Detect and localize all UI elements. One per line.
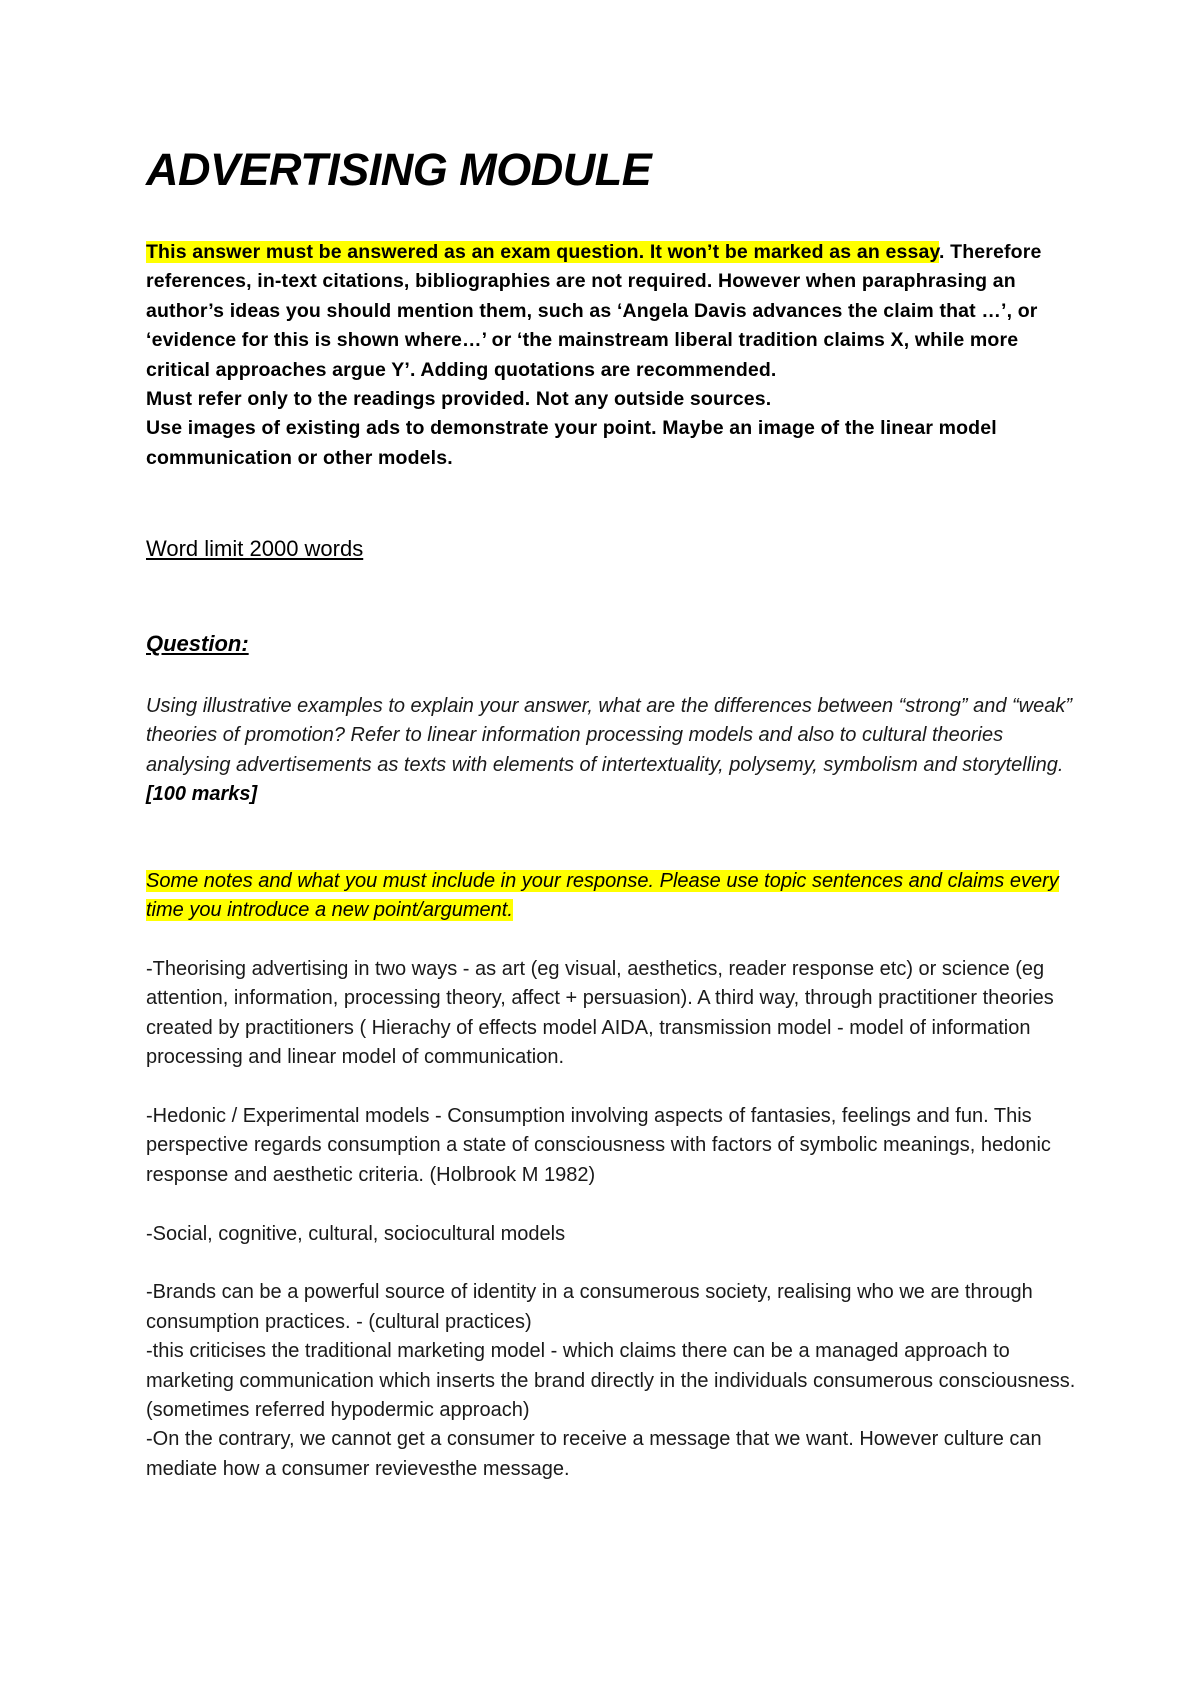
readings-instruction: Must refer only to the readings provided. Not any outside sources. — [146, 388, 772, 411]
question-label: Question: — [146, 631, 249, 656]
instructions-paragraph — [146, 238, 1076, 385]
notes-intro — [146, 867, 1076, 926]
question-text — [146, 692, 1076, 810]
instructions-body: Therefore references, in-text citations, bibliographies are not required. However when paraphrasing an author’s ideas you should mention them, such as ‘Angela Davis advances the claim that …’, or ‘evidence for this is shown where…’ or ‘the mainstream liberal tradition claims X, while more critical approaches argue Y’. Adding quotations are recommended. — [146, 241, 1042, 381]
notes-intro-highlight: Some notes and what you must include in your response. Please use topic sentences and claims every time you introduce a new point/argument. — [146, 870, 1059, 922]
word-limit: Word limit 2000 words — [146, 536, 364, 561]
exam-question-highlight: This answer must be answered as an exam question. It won’t be marked as an essay — [146, 241, 940, 263]
note-item: -this criticises the traditional marketing model - which claims there can be a managed approach to marketing communication which inserts the brand directly in the individuals consumerous consciousness. (sometimes referred hypodermic approach) — [146, 1340, 1076, 1422]
note-item: -Theorising advertising in two ways - as art (eg visual, aesthetics, reader response etc) or science (eg attention, information, processing theory, affect + persuasion). A third way, through practitioner theories created by practitioners ( Hierachy of effects model AIDA, transmission model - model of information processing and linear model of communication. — [146, 958, 1054, 1069]
note-item: -Brands can be a powerful source of identity in a consumerous society, realising who we are through consumption practices. - (cultural practices) — [146, 1281, 1033, 1333]
instructions-block — [146, 238, 1076, 473]
images-instruction: Use images of existing ads to demonstrate your point. Maybe an image of the linear model communication or other models. — [146, 417, 997, 469]
notes-list — [146, 955, 1076, 1484]
document-title: ADVERTISING MODULE — [146, 144, 652, 195]
highlight-end-period: . — [939, 241, 945, 263]
note-item: -On the contrary, we cannot get a consumer to receive a message that we want. However culture can mediate how a consumer revievesthe message. — [146, 1428, 1042, 1480]
question-body: Using illustrative examples to explain your answer, what are the differences between “strong” and “weak” theories of promotion? Refer to linear information processing models and also to cultural theories analysing advertisements as texts with elements of intertextuality, polysemy, symbolism and storytelling. — [146, 695, 1073, 776]
note-item: -Social, cognitive, cultural, sociocultural models — [146, 1222, 566, 1245]
question-marks: [100 marks] — [146, 783, 258, 806]
note-item: -Hedonic / Experimental models - Consumption involving aspects of fantasies, feelings and fun. This perspective regards consumption a state of consciousness with factors of symbolic meanings, hedonic response and aesthetic criteria. (Holbrook M 1982) — [146, 1105, 1051, 1186]
